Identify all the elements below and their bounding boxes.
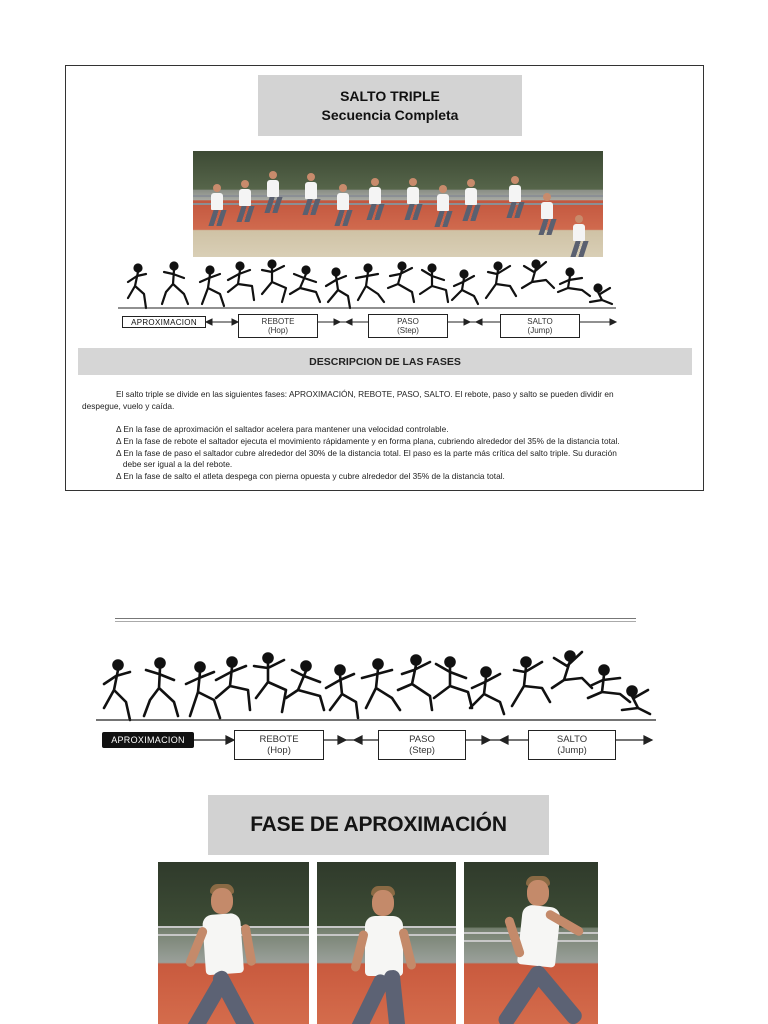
section-title: FASE DE APROXIMACIÓN xyxy=(208,795,549,855)
divider-line xyxy=(115,621,636,622)
phase-sub: (Jump) xyxy=(527,326,553,335)
section-heading: DESCRIPCION DE LAS FASES xyxy=(78,348,692,375)
athlete-figure xyxy=(405,178,421,220)
intro-line-2: despegue, vuelo y caída. xyxy=(82,401,175,411)
approach-photo-3 xyxy=(464,862,598,1024)
phase-name: PASO xyxy=(409,734,435,745)
phase-label-approach: APROXIMACION xyxy=(122,316,206,328)
phase-label-approach: APROXIMACION xyxy=(102,732,194,748)
phase-timeline xyxy=(118,312,618,338)
phase-name: PASO xyxy=(397,317,419,326)
athlete-figure xyxy=(188,882,278,1024)
phase-box-step xyxy=(368,314,448,338)
phase-sub: (Step) xyxy=(409,745,435,756)
phase-name: REBOTE xyxy=(261,317,295,326)
approach-photo-1 xyxy=(158,862,309,1024)
phase-name: SALTO xyxy=(556,734,588,745)
phase-box-hop xyxy=(238,314,318,338)
athlete-figure xyxy=(367,178,383,220)
phase-box-hop xyxy=(234,730,324,760)
page-title: SALTO TRIPLE xyxy=(340,87,440,104)
athlete-figure xyxy=(347,884,437,1024)
phase-sub: (Step) xyxy=(397,326,419,335)
phase-box-step xyxy=(378,730,466,760)
stick-figure-sequence xyxy=(118,258,618,310)
page-subtitle: Secuencia Completa xyxy=(321,106,459,123)
divider-line xyxy=(115,618,636,619)
phase-sub: (Jump) xyxy=(557,745,587,756)
phase-name: REBOTE xyxy=(259,734,299,745)
athlete-figure xyxy=(265,171,281,213)
athlete-figure xyxy=(463,179,479,221)
phase-timeline xyxy=(98,726,654,762)
bullet-approach: Δ En la fase de aproximación el saltador acelera para mantener una velocidad controlable. xyxy=(116,424,449,434)
approach-photo-2 xyxy=(317,862,456,1024)
athlete-figure xyxy=(571,215,587,257)
phase-sub: (Hop) xyxy=(267,745,291,756)
sequence-photo xyxy=(193,151,603,257)
phase-sub: (Hop) xyxy=(267,326,288,335)
athlete-figure xyxy=(303,173,319,215)
athlete-figure xyxy=(335,184,351,226)
intro-paragraph xyxy=(82,389,682,401)
intro-line-1: El salto triple se divide en las siguientes fases: APROXIMACIÓN, REBOTE, PASO, SALTO. El rebote, paso y salto se pueden dividir en xyxy=(116,389,614,399)
athlete-figure xyxy=(237,180,253,222)
phase-name: SALTO xyxy=(527,317,553,326)
athlete-figure xyxy=(539,193,555,235)
athlete-figure xyxy=(435,185,451,227)
athlete-figure xyxy=(507,176,523,218)
bullet-step: Δ En la fase de paso el saltador cubre alrededor del 30% de la distancia total. El paso es la parte más crítica del salto triple. Su duración xyxy=(116,448,617,458)
athlete-figure xyxy=(209,184,225,226)
bullet-step-continued: debe ser igual a la del rebote. xyxy=(116,459,233,469)
bullet-hop: Δ En la fase de rebote el saltador ejecuta el movimiento rápidamente y en forma plana, cubriendo alrededor del 35% de la distancia total. xyxy=(116,436,620,446)
phase-box-jump xyxy=(500,314,580,338)
athlete-figure xyxy=(504,876,594,1024)
bullet-jump: Δ En la fase de salto el atleta despega con pierna opuesta y cubre alrededor del 35% de la distancia total. xyxy=(116,471,505,481)
stick-figure-sequence xyxy=(96,648,656,722)
title-box xyxy=(258,75,522,136)
phase-box-jump xyxy=(528,730,616,760)
